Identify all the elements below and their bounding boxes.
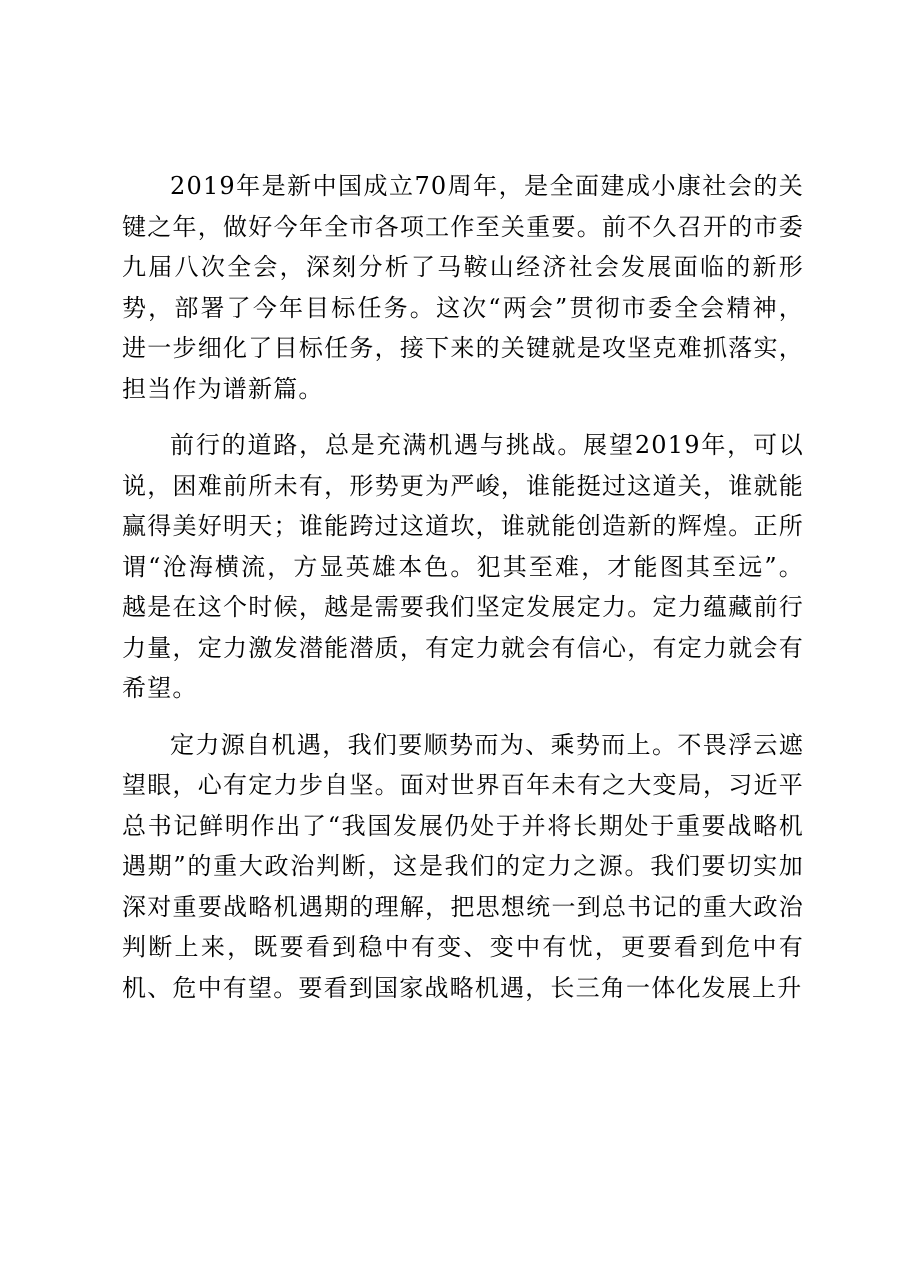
paragraph-1: 2019年是新中国成立70周年，是全面建成小康社会的关键之年，做好今年全市各项工作至关重要。前不久召开的市委九届八次全会，深刻分析了马鞍山经济社会发展面临的新形势，部署了今年目标任务。这次“两会”贯彻市委全会精神，进一步细化了目标任务，接下来的关键就是攻坚克难抓落实，担当作为谱新篇。 [122, 172, 804, 403]
paragraph-3: 定力源自机遇，我们要顺势而为、乘势而上。不畏浮云遮望眼，心有定力步自坚。面对世界百年未有之大变局，习近平总书记鲜明作出了“我国发展仍处于并将长期处于重要战略机遇期”的重大政治判断，这是我们的定力之源。我们要切实加深对重要战略机遇期的理解，把思想统一到总书记的重大政治判断上来，既要看到稳中有变、变中有忧，更要看到危中有机、危中有望。要看到国家战略机遇，长三角一体化发展上升 [122, 730, 804, 1002]
document-body [122, 166, 804, 1024]
paragraph-2: 前行的道路，总是充满机遇与挑战。展望2019年，可以说，困难前所未有，形势更为严峻，谁能挺过这道关，谁就能赢得美好明天；谁能跨过这道坎，谁就能创造新的辉煌。正所谓“沧海横流，方显英雄本色。犯其至难，才能图其至远”。越是在这个时候，越是需要我们坚定发展定力。定力蕴藏前行力量，定力激发潜能潜质，有定力就会有信心，有定力就会有希望。 [122, 431, 804, 702]
